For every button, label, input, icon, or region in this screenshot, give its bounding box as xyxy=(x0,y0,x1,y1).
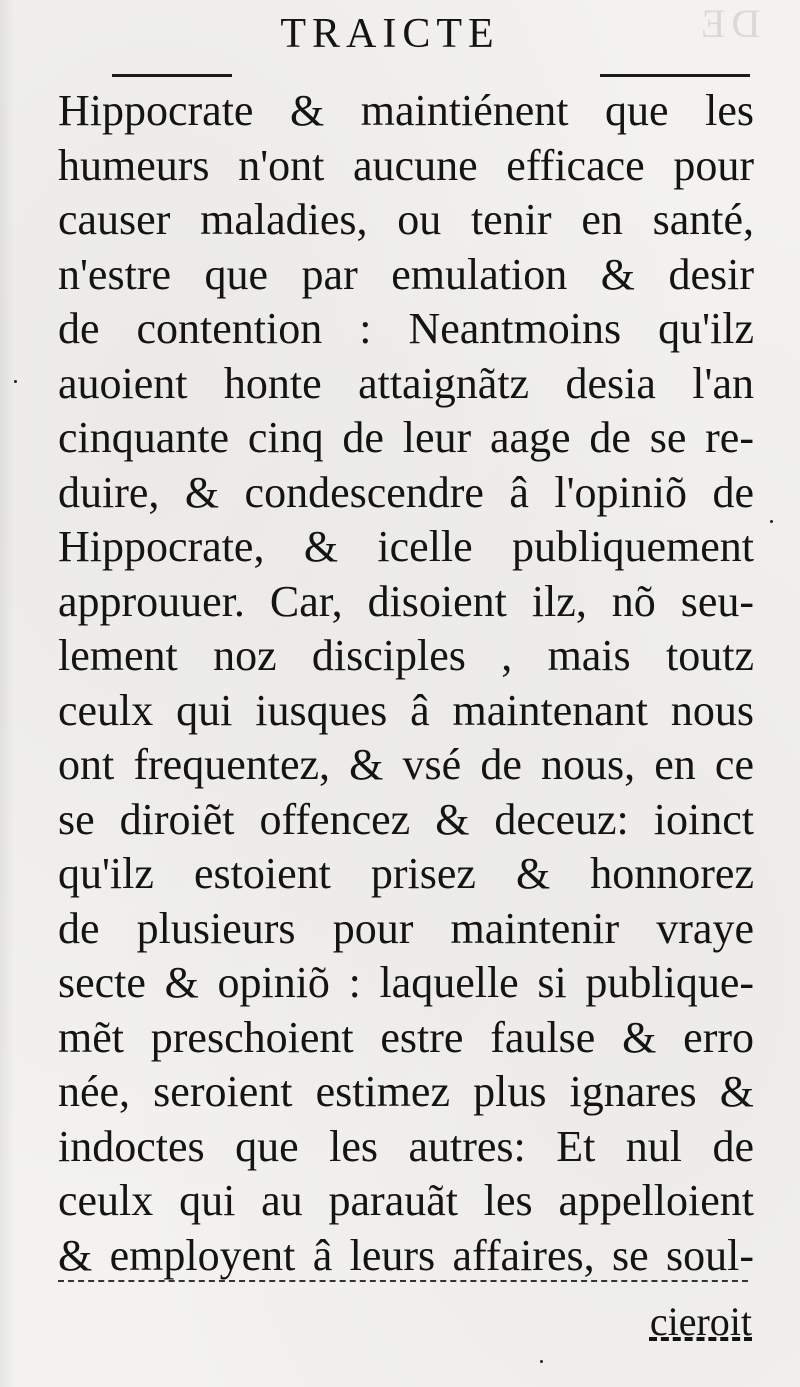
ink-speck xyxy=(14,380,17,383)
ink-speck xyxy=(770,520,773,523)
text-line: Hippocrate, & icelle publiquement xyxy=(58,522,754,571)
body-text xyxy=(58,84,754,1283)
text-line: ceulx qui au parauãt les appelloient xyxy=(58,1176,754,1225)
text-line: approuuer. Car, disoient ilz, nõ seu- xyxy=(58,576,754,626)
text-line: auoient honte attaignãtz desia l'an xyxy=(58,358,754,408)
text-line: mẽt preschoient estre faulse & erro xyxy=(58,1012,754,1062)
top-rule-left xyxy=(112,74,232,77)
text-line: se diroiẽt offencez & deceuz: ioinct xyxy=(58,794,754,844)
bleed-through-text: DE xyxy=(694,1,760,46)
page-gutter-shadow xyxy=(0,0,14,1387)
ink-speck xyxy=(540,1360,543,1363)
text-line: humeurs n'ont aucune efficace pour xyxy=(58,140,754,190)
text-line: cinquante cinq de leur aage de se re- xyxy=(58,413,754,462)
text-line: duire, & condescendre â l'opiniõ de xyxy=(58,467,754,517)
bottom-rule xyxy=(58,1280,748,1282)
text-line: qu'ilz estoient prisez & honnorez xyxy=(58,849,754,898)
top-rule-right xyxy=(600,74,750,77)
text-line: ont frequentez, & vsé de nous, en ce xyxy=(58,740,754,789)
text-line: née, seroient estimez plus ignares & xyxy=(58,1067,754,1116)
text-line: lement noz disciples , mais toutz xyxy=(58,631,754,680)
catchword: cieroit xyxy=(649,1299,752,1344)
text-line: de contention : Neantmoins qu'ilz xyxy=(58,304,754,353)
text-line: n'estre que par emulation & desir xyxy=(58,249,754,299)
running-title: TRAICTE xyxy=(280,11,500,57)
text-line: causer maladies, ou tenir en santé, xyxy=(58,195,754,244)
text-line: indoctes que les autres: Et nul de xyxy=(58,1121,754,1171)
text-line: de plusieurs pour maintenir vraye xyxy=(58,903,754,953)
text-line: secte & opiniõ : laquelle si publique- xyxy=(58,958,754,1007)
text-line: Hippocrate & maintiénent que les xyxy=(58,86,754,135)
text-line: ceulx qui iusques â maintenant nous xyxy=(58,685,754,735)
text-line: & employent â leurs affaires, se soul- xyxy=(58,1230,754,1280)
